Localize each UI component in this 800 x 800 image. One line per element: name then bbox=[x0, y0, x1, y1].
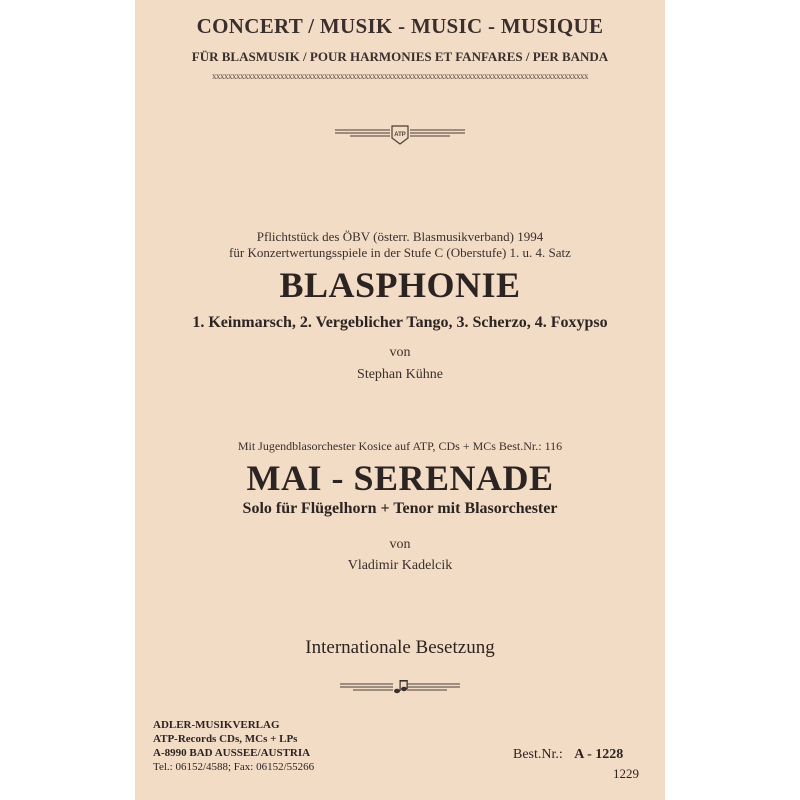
piece2-title: MAI - SERENADE bbox=[246, 458, 554, 498]
music-note-icon bbox=[394, 680, 408, 693]
besetzung-label: Internationale Besetzung bbox=[305, 637, 495, 658]
order-value: A - 1228 bbox=[574, 747, 624, 762]
piece2-von: von bbox=[389, 537, 411, 552]
header-subtitle: FÜR BLASMUSIK / POUR HARMONIES ET FANFARES / PER BANDA bbox=[191, 49, 609, 64]
publisher-address: A-8990 BAD AUSSEE/AUSTRIA bbox=[153, 747, 311, 759]
atp-logo-icon bbox=[392, 126, 408, 144]
piece1-note-line1: Pflichtstück des ÖBV (österr. Blasmusikverband) 1994 bbox=[256, 229, 544, 244]
atp-logo-text: ATP bbox=[394, 132, 406, 138]
publisher-phone: Tel.: 06152/4588; Fax: 06152/55266 bbox=[153, 761, 315, 773]
publisher-line2: ATP-Records CDs, MCs + LPs bbox=[153, 733, 298, 745]
piece1-von: von bbox=[389, 345, 411, 360]
piece1-movements: 1. Keinmarsch, 2. Vergeblicher Tango, 3. Scherzo, 4. Foxypso bbox=[192, 314, 608, 331]
header-divider: xxxxxxxxxxxxxxxxxxxxxxxxxxxxxxxxxxxxxxxxxxxxxxxxxxxxxxxxxxxxxxxxxxxxxxxxxxxxxxxxxxxxxxxxxxxxxx bbox=[212, 71, 588, 81]
piece1-note-line2: für Konzertwertungsspiele in der Stufe C (Oberstufe) 1. u. 4. Satz bbox=[229, 245, 571, 260]
publisher-name: ADLER-MUSIKVERLAG bbox=[153, 719, 280, 731]
publisher-block bbox=[153, 718, 314, 774]
piece2-composer: Vladimir Kadelcik bbox=[347, 558, 453, 573]
sheet-cover bbox=[135, 0, 665, 800]
catalog-code: 1229 bbox=[613, 766, 639, 781]
piece1-title: BLASPHONIE bbox=[279, 265, 521, 305]
piece2-subtitle: Solo für Flügelhorn + Tenor mit Blasorchester bbox=[242, 500, 558, 517]
header-title: CONCERT / MUSIK - MUSIC - MUSIQUE bbox=[196, 14, 604, 38]
top-ornament bbox=[135, 124, 665, 146]
piece1-composer: Stephan Kühne bbox=[357, 367, 443, 382]
bottom-ornament bbox=[135, 678, 665, 698]
order-label: Best.Nr.: bbox=[513, 747, 563, 762]
piece2-note: Mit Jugendblasorchester Kosice auf ATP, CDs + MCs Best.Nr.: 116 bbox=[237, 439, 563, 453]
order-number bbox=[513, 747, 623, 763]
